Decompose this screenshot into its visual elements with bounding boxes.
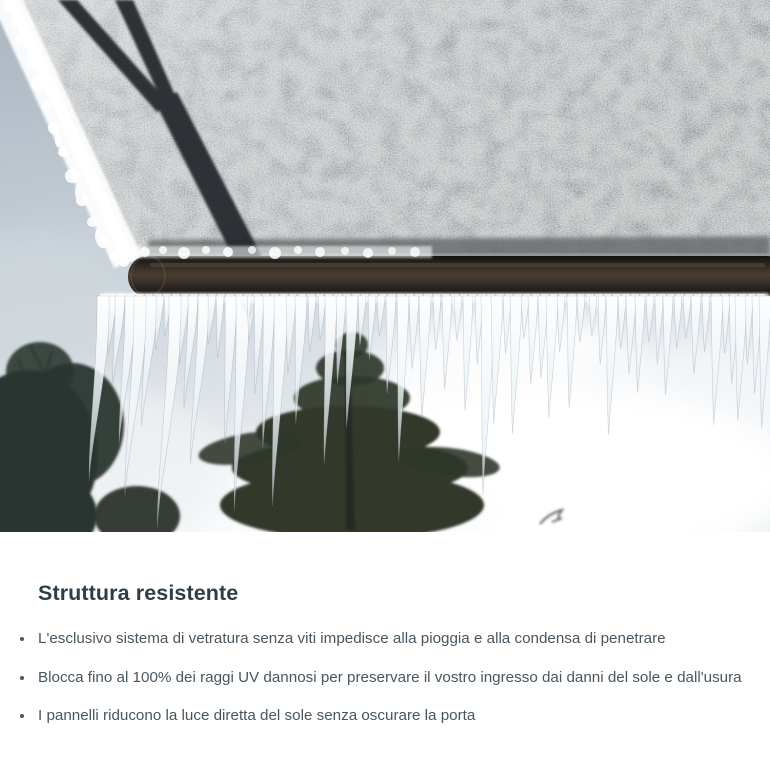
feature-list (38, 630, 765, 726)
section-title: Struttura resistente (38, 581, 239, 605)
feature-section (0, 581, 770, 726)
bullet-text: L'esclusivo sistema di vetratura senza viti impedisce alla pioggia e alla condensa di penetrare (38, 630, 666, 647)
bullet-dot (20, 676, 24, 680)
canopy-frost-speckle (14, 0, 770, 257)
front-bar (128, 256, 770, 297)
list-item (38, 630, 765, 649)
list-item (38, 669, 765, 688)
bar-top-frost (132, 246, 432, 259)
bullet-text: I pannelli riducono la luce diretta del sole senza oscurare la porta (38, 707, 476, 725)
bullet-dot (20, 714, 24, 718)
bullet-text: Blocca fino al 100% dei raggi UV dannosi per preservare il vostro ingresso dai danni del sole e dall'usura (38, 668, 742, 686)
list-item (38, 707, 765, 726)
canopy-panel (14, 0, 770, 257)
bullet-dot (20, 637, 24, 641)
